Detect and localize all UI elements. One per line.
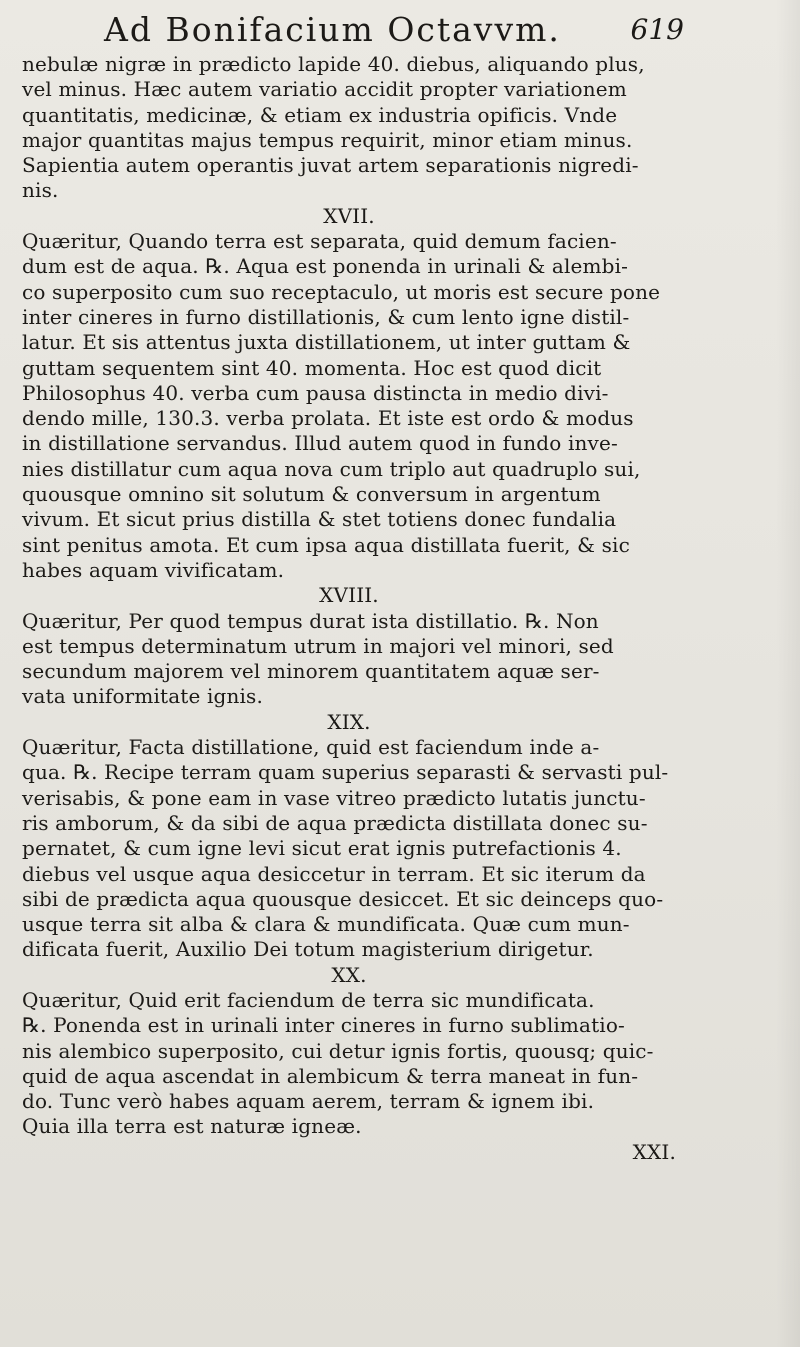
body-text [22,52,676,1165]
text-line: habes aquam vivificatam. [22,557,285,582]
page-number: 619 [630,13,684,46]
text-line: Quæritur, Facta distillatione, quid est faciendum inde a- [22,735,600,760]
text-line: verisabis, & pone eam in vase vitreo prædicto lutatis junctu- [22,785,646,810]
text-line: est tempus determinatum utrum in majori vel minori, sed [22,633,614,658]
section-heading: XXI. [632,1139,676,1164]
text-line: guttam sequentem sint 40. momenta. Hoc est quod dicit [22,355,602,380]
section-heading: XIX. [327,709,371,734]
text-line: quantitatis, medicinæ, & etiam ex industria opificis. Vnde [22,102,618,127]
section-heading: XX. [331,962,367,987]
text-line: major quantitas majus tempus requirit, minor etiam minus. [22,127,633,152]
text-line: Quæritur, Per quod tempus durat ista distillatio. ℞. Non [22,608,599,633]
text-line: vivum. Et sicut prius distilla & stet totiens donec fundalia [22,507,617,532]
text-line: Quæritur, Quid erit faciendum de terra sic mundificata. [22,987,595,1012]
text-line: ℞. Ponenda est in urinali inter cineres in furno sublimatio- [22,1013,625,1038]
running-title: Ad Bonifacium Octavvm. [104,10,561,49]
text-line: ris amborum, & da sibi de aqua prædicta distillata donec su- [22,810,648,835]
text-line: quousque omnino sit solutum & conversum in argentum [22,482,601,507]
page-gutter-shadow [776,0,800,1347]
section-heading: XVIII. [319,583,379,608]
text-line: nebulæ nigræ in prædicto lapide 40. diebus, aliquando plus, [22,52,645,76]
text-line: Philosophus 40. verba cum pausa distincta in medio divi- [22,380,609,405]
text-line: Quæritur, Quando terra est separata, quid demum facien- [22,229,617,254]
text-line: dificata fuerit, Auxilio Dei totum magisterium dirigetur. [22,937,594,962]
text-line: qua. ℞. Recipe terram quam superius separasti & servasti pul- [22,760,669,785]
text-line: dum est de aqua. ℞. Aqua est ponenda in urinali & alembi- [22,254,629,279]
text-line: nis. [22,178,59,203]
text-line: sibi de prædicta aqua quousque desiccet. Et sic deinceps quo- [22,886,664,911]
text-line: diebus vel usque aqua desiccetur in terram. Et sic iterum da [22,861,646,886]
text-line: nies distillatur cum aqua nova cum triplo aut quadruplo sui, [22,456,641,481]
text-line: Sapientia autem operantis juvat artem separationis nigredi- [22,153,639,178]
text-line: dendo mille, 130.3. verba prolata. Et iste est ordo & modus [22,406,634,431]
text-line: inter cineres in furno distillationis, & cum lento igne distil- [22,304,630,329]
section-heading: XVII. [323,203,375,228]
text-line: quid de aqua ascendat in alembicum & terra maneat in fun- [22,1063,639,1088]
text-line: do. Tunc verò habes aquam aerem, terram & ignem ibi. [22,1089,595,1114]
text-line: vata uniformitate ignis. [22,684,263,709]
text-line: nis alembico superposito, cui detur ignis fortis, quousq; quic- [22,1038,654,1063]
text-line: co superposito cum suo receptaculo, ut moris est secure pone [22,279,661,304]
text-line: in distillatione servandus. Illud autem quod in fundo inve- [22,431,618,456]
text-line: latur. Et sis attentus juxta distillationem, ut inter guttam & [22,330,631,355]
text-line: usque terra sit alba & clara & mundificata. Quæ cum mun- [22,912,630,937]
text-line: secundum majorem vel minorem quantitatem aquæ ser- [22,659,600,684]
text-line: vel minus. Hæc autem variatio accidit propter variationem [22,77,627,102]
running-header [104,10,684,50]
text-line: pernatet, & cum igne levi sicut erat ignis putrefactionis 4. [22,836,622,861]
text-line: sint penitus amota. Et cum ipsa aqua distillata fuerit, & sic [22,532,630,557]
text-line: Quia illa terra est naturæ igneæ. [22,1114,362,1139]
